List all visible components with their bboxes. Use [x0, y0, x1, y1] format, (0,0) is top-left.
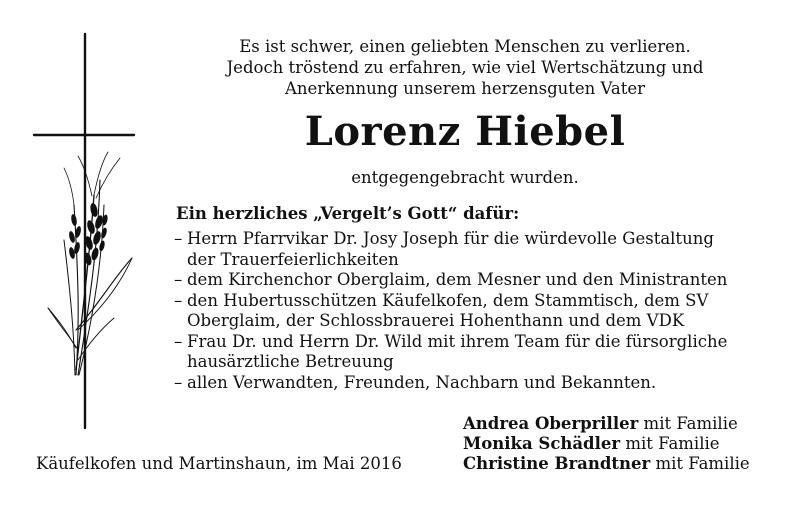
list-item-line: hausärztliche Betreuung [187, 352, 394, 371]
list-dash: – [174, 229, 183, 248]
list-item-line: allen Verwandten, Freunden, Nachbarn und Bekannten. [187, 372, 657, 392]
signer-line [463, 414, 750, 434]
list-dash: – [174, 290, 183, 310]
list-dash: – [174, 372, 183, 392]
place-date: Käufelkofen und Martinshaun, im Mai 2016 [36, 454, 402, 473]
signer-name: Andrea Oberpriller [463, 414, 639, 433]
signer-suffix: mit Familie [625, 434, 720, 453]
signer-suffix: mit Familie [643, 414, 738, 433]
signer-line [463, 434, 750, 454]
list-item-line: Herrn Pfarrvikar Dr. Josy Joseph für die würdevolle Gestaltung [187, 229, 714, 248]
signer-line [463, 454, 750, 474]
list-item [174, 270, 764, 291]
list-item-line: der Trauerfeierlichkeiten [187, 249, 399, 269]
signer-name: Christine Brandtner [463, 454, 651, 473]
intro-text [170, 36, 760, 99]
thanks-list [174, 229, 764, 393]
list-dash: – [174, 331, 183, 351]
intro-line: Es ist schwer, einen geliebten Menschen zu verlieren. [239, 37, 691, 56]
list-item-line: Frau Dr. und Herrn Dr. Wild mit ihrem Team für die fürsorgliche [187, 331, 728, 351]
cross-with-wheat-icon [28, 30, 148, 440]
list-item-line: den Hubertusschützen Käufelkofen, dem Stammtisch, dem SV [187, 290, 709, 310]
signer-name: Monika Schädler [463, 434, 621, 453]
list-dash: – [174, 270, 183, 289]
list-item [174, 291, 764, 332]
list-item [174, 229, 764, 270]
intro-line: Anerkennung unserem herzensguten Vater [284, 79, 646, 98]
intro-line: Jedoch tröstend zu erfahren, wie viel Wertschätzung und [226, 58, 704, 77]
thanks-heading: Ein herzliches „Vergelt’s Gott“ dafür: [176, 204, 520, 223]
deceased-name: Lorenz Hiebel [304, 108, 626, 155]
signer-suffix: mit Familie [655, 454, 750, 473]
list-item [174, 373, 764, 394]
after-name-text: entgegengebracht wurden. [351, 168, 579, 187]
list-item [174, 332, 764, 373]
signers-block [463, 414, 750, 474]
list-item-line: Oberglaim, der Schlossbrauerei Hohenthann und dem VDK [187, 311, 685, 330]
list-item-line: dem Kirchenchor Oberglaim, dem Mesner und den Ministranten [187, 270, 728, 289]
